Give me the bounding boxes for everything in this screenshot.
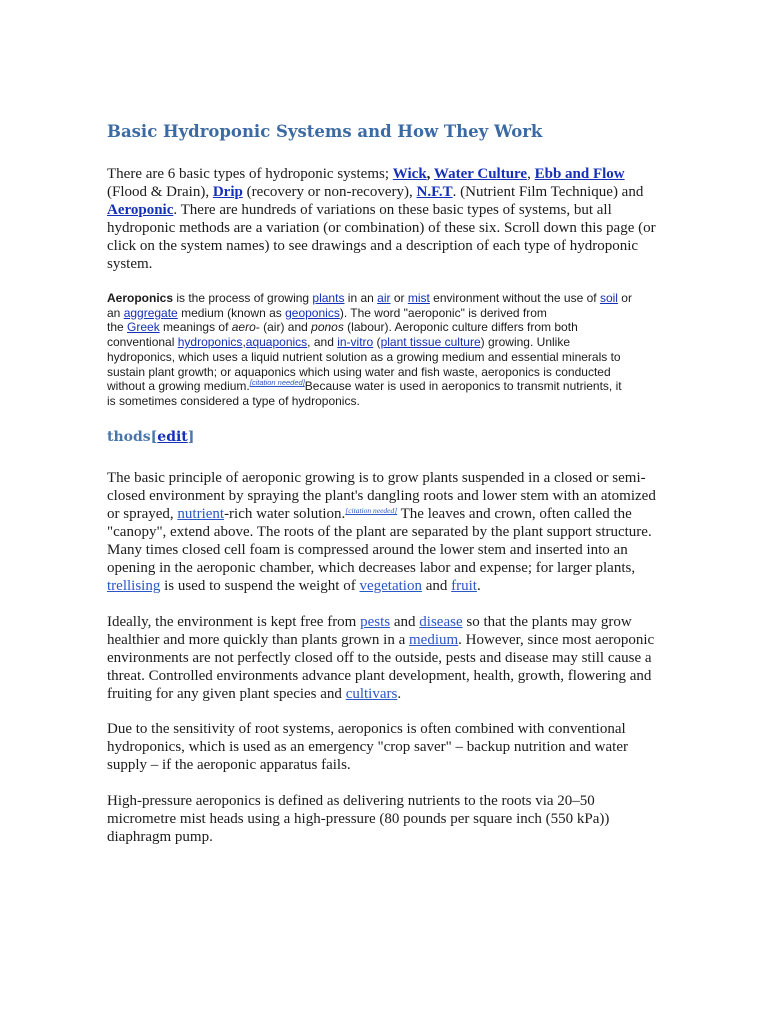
page-title: Basic Hydroponic Systems and How They Work bbox=[107, 122, 543, 141]
text: . bbox=[397, 686, 402, 702]
para-line: environments are not perfectly closed off to the outside, pests and disease may still cause a bbox=[107, 650, 652, 666]
section-heading bbox=[107, 429, 194, 445]
text: and bbox=[390, 614, 420, 630]
text: or bbox=[617, 291, 632, 305]
text: , bbox=[426, 166, 434, 182]
para-line bbox=[107, 577, 667, 595]
link-vegetation[interactable]: vegetation bbox=[359, 578, 422, 594]
link-nutrient[interactable]: nutrient bbox=[177, 506, 225, 522]
intro-line: system. bbox=[107, 256, 153, 272]
para-line: "canopy", extend above. The roots of the plant are separated by the plant support structure. bbox=[107, 524, 652, 540]
link-citation-needed[interactable]: [citation needed] bbox=[345, 506, 398, 515]
text: or sprayed, bbox=[107, 506, 178, 522]
text: and bbox=[421, 578, 452, 594]
para-line bbox=[107, 631, 667, 649]
para-line: threat. Controlled environments advance plant development, health, growth, flowering and bbox=[107, 668, 652, 684]
bracket: [ bbox=[150, 429, 158, 445]
section-heading-text: thods bbox=[107, 429, 151, 445]
link-wick[interactable]: Wick bbox=[392, 166, 427, 182]
link-trellising[interactable]: trellising bbox=[107, 578, 161, 594]
text: (labour). Aeroponic culture differs from both bbox=[343, 320, 578, 335]
para-line: Many times closed cell foam is compressed around the lower stem and inserted into an bbox=[107, 542, 628, 558]
para-line bbox=[107, 505, 667, 523]
text: (recovery or non-recovery), bbox=[242, 184, 417, 200]
text: or bbox=[390, 291, 408, 305]
text: - (air) and bbox=[255, 320, 312, 335]
link-disease[interactable]: disease bbox=[419, 614, 463, 630]
text: ( bbox=[373, 335, 381, 350]
term-aeroponics: Aeroponics bbox=[107, 291, 174, 305]
link-in-vitro[interactable]: in-vitro bbox=[337, 335, 374, 350]
text: Ideally, the environment is kept free from bbox=[107, 614, 361, 630]
text: The leaves and crown, often called the bbox=[397, 506, 632, 522]
intro-line: click on the system names) to see drawings and a description of each type of hydroponic bbox=[107, 238, 639, 254]
text: so that the plants may grow bbox=[462, 614, 632, 630]
link-pests[interactable]: pests bbox=[360, 614, 391, 630]
link-fruit[interactable]: fruit bbox=[451, 578, 477, 594]
text: . (Nutrient Film Technique) and bbox=[452, 184, 644, 200]
text: conventional bbox=[107, 335, 178, 350]
text: medium (known as bbox=[177, 305, 286, 320]
text: meanings of bbox=[159, 320, 232, 335]
link-nft[interactable]: N.F.T bbox=[416, 184, 453, 200]
def-line bbox=[107, 306, 655, 321]
link-edit[interactable]: edit bbox=[157, 429, 188, 445]
intro-paragraph bbox=[107, 165, 667, 273]
text: ). The word "aeroponic" is derived from bbox=[339, 305, 547, 320]
citation-needed bbox=[250, 378, 305, 387]
paragraph-crop-saver bbox=[107, 720, 667, 774]
para-line bbox=[107, 613, 667, 631]
paragraph-environment bbox=[107, 613, 667, 703]
intro-line bbox=[107, 165, 667, 183]
link-plant-tissue-culture[interactable]: plant tissue culture bbox=[380, 335, 481, 350]
link-water-culture[interactable]: Water Culture bbox=[433, 166, 528, 182]
para-line bbox=[107, 685, 667, 703]
link-drip[interactable]: Drip bbox=[212, 184, 243, 200]
text: fruiting for any given plant species and bbox=[107, 686, 346, 702]
para-line: opening in the aeroponic chamber, which decreases labor and expense; for larger plants, bbox=[107, 560, 636, 576]
text: , bbox=[527, 166, 535, 182]
text: There are 6 basic types of hydroponic systems; bbox=[107, 166, 393, 182]
para-line: Due to the sensitivity of root systems, aeroponics is often combined with conventional bbox=[107, 721, 626, 737]
def-line bbox=[107, 379, 655, 394]
paragraph-high-pressure bbox=[107, 792, 667, 846]
def-line bbox=[107, 335, 655, 350]
text-ponos: ponos bbox=[311, 320, 344, 335]
text: in an bbox=[344, 291, 378, 305]
intro-line bbox=[107, 183, 667, 201]
link-air[interactable]: air bbox=[377, 291, 391, 305]
para-line: supply – if the aeroponic apparatus fails. bbox=[107, 757, 351, 773]
text: -rich water solution. bbox=[224, 506, 346, 522]
link-mist[interactable]: mist bbox=[407, 291, 430, 305]
def-line: hydroponics, which uses a liquid nutrient solution as a growing medium and essential minerals to bbox=[107, 349, 621, 364]
intro-line: hydroponic methods are a variation (or combination) of these six. Scroll down this page (or bbox=[107, 220, 656, 236]
text: , bbox=[242, 335, 246, 350]
link-citation-needed[interactable]: [citation needed] bbox=[249, 378, 305, 388]
def-line bbox=[107, 320, 655, 335]
text: healthier and more quickly than plants grown in a bbox=[107, 632, 409, 648]
text: . However, since most aeroponic bbox=[458, 632, 655, 648]
text: , and bbox=[307, 335, 338, 350]
text: environment without the use of bbox=[429, 291, 600, 305]
text: the bbox=[107, 320, 128, 335]
para-line: micrometre mist heads using a high-pressure (80 pounds per square inch (550 kPa)) bbox=[107, 811, 610, 827]
link-ebb-and-flow[interactable]: Ebb and Flow bbox=[534, 166, 625, 182]
text: is the process of growing bbox=[173, 291, 313, 305]
def-line: sustain plant growth; or aquaponics which using water and fish waste, aeroponics is conducted bbox=[107, 364, 611, 379]
link-plants[interactable]: plants bbox=[312, 291, 345, 305]
aeroponics-definition bbox=[107, 291, 655, 409]
text: . bbox=[476, 578, 481, 594]
text: Because water is used in aeroponics to transmit nutrients, it bbox=[304, 379, 622, 394]
citation-needed bbox=[345, 506, 397, 515]
link-aeroponic[interactable]: Aeroponic bbox=[107, 202, 174, 218]
link-aquaponics[interactable]: aquaponics bbox=[245, 335, 308, 350]
para-line: diaphragm pump. bbox=[107, 829, 213, 845]
link-medium[interactable]: medium bbox=[409, 632, 459, 648]
text: . There are hundreds of variations on these basic types of systems, but all bbox=[173, 202, 612, 218]
link-cultivars[interactable]: cultivars bbox=[345, 686, 398, 702]
link-geoponics[interactable]: geoponics bbox=[285, 305, 340, 320]
link-aggregate[interactable]: aggregate bbox=[123, 305, 178, 320]
link-hydroponics[interactable]: hydroponics bbox=[177, 335, 243, 350]
link-greek[interactable]: Greek bbox=[127, 320, 160, 335]
text: is used to suspend the weight of bbox=[160, 578, 360, 594]
para-line: closed environment by spraying the plant's dangling roots and lower stem with an atomized bbox=[107, 488, 656, 504]
link-soil[interactable]: soil bbox=[599, 291, 618, 305]
intro-line bbox=[107, 201, 667, 219]
text-aero: aero bbox=[231, 320, 256, 335]
paragraph-principle bbox=[107, 469, 667, 595]
bracket: ] bbox=[187, 429, 195, 445]
para-line: The basic principle of aeroponic growing is to grow plants suspended in a closed or semi- bbox=[107, 470, 646, 486]
text: ) growing. Unlike bbox=[480, 335, 570, 350]
def-line: is sometimes considered a type of hydroponics. bbox=[107, 393, 360, 408]
def-line bbox=[107, 291, 655, 306]
para-line: hydroponics, which is used as an emergency "crop saver" – backup nutrition and water bbox=[107, 739, 628, 755]
text: (Flood & Drain), bbox=[107, 184, 213, 200]
para-line: High-pressure aeroponics is defined as delivering nutrients to the roots via 20–50 bbox=[107, 793, 595, 809]
text: without a growing medium. bbox=[107, 379, 250, 394]
text: an bbox=[107, 305, 124, 320]
